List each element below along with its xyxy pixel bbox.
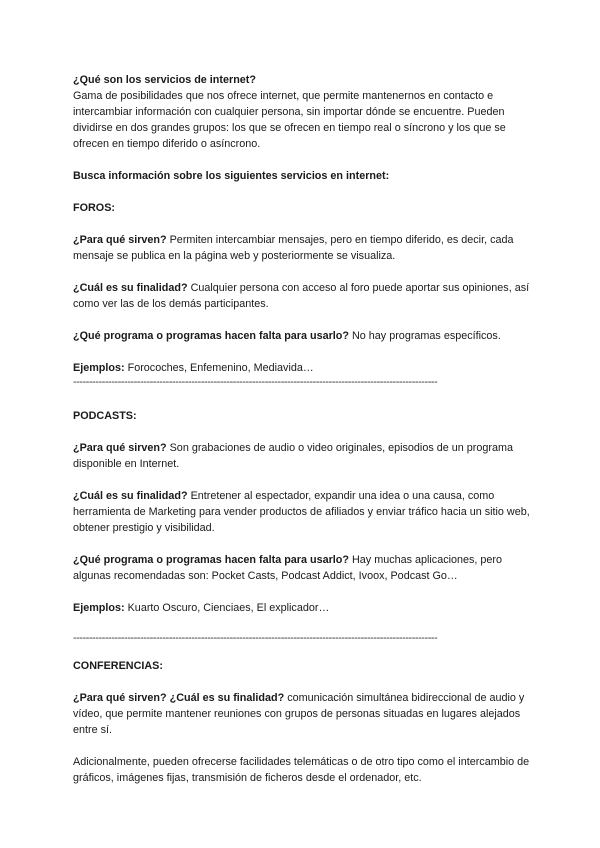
document-body [73,72,533,786]
answer-text: Forocoches, Enfemenino, Mediavida… [124,362,314,374]
intro-text: Gama de posibilidades que nos ofrece internet, que permite mantenernos en contacto e intercambiar información con cualquier persona, sin importar dónde se encuentre. Pueden dividirse en dos grandes grupos: los que se ofrecen en tiempo real o síncrono y los que se ofrecen en tiempo diferido o asíncrono. [73,90,506,150]
answer-text: Permiten intercambiar mensajes, pero en tiempo diferido, es decir, cada mensaje se publica en la página web y posteriormente se visualiza. [73,234,514,262]
task-heading: Busca información sobre los siguientes servicios en internet: [73,170,390,182]
answer-text: Hay muchas aplicaciones, pero algunas recomendadas son: Pocket Casts, Podcast Addict, Ivoox, Podcast Go… [73,554,503,582]
question-label: ¿Qué programa o programas hacen falta para usarlo? [73,554,349,566]
question-label: ¿Cuál es su finalidad? [73,490,188,502]
question-label: ¿Para qué sirven? [73,442,167,454]
question-label: ¿Para qué sirven? ¿Cuál es su finalidad? [73,692,285,704]
question-label: ¿Qué programa o programas hacen falta para usarlo? [73,330,349,342]
question-label: ¿Cuál es su finalidad? [73,282,188,294]
answer-text: Son grabaciones de audio o video originales, episodios de un programa disponible en Internet. [73,442,513,470]
conferencias-title: CONFERENCIAS: [73,660,163,672]
podcasts-q2 [73,488,533,536]
podcasts-examples [73,600,533,616]
foros-q2 [73,280,533,312]
answer-text: No hay programas específicos. [349,330,501,342]
intro-heading: ¿Qué son los servicios de internet? [73,74,256,86]
conferencias-extra: Adicionalmente, pueden ofrecerse facilidades telemáticas o de otro tipo como el intercambio de gráficos, imágenes fijas, transmisión de ficheros desde el ordenador, etc. [73,756,530,784]
divider-line: ------------------------------------------------------------------------------------------------------------------ [73,376,438,388]
answer-text: Entretener al espectador, expandir una idea o una causa, como herramienta de Marketing para vender productos de afiliados y enviar tráfico hacia un sitio web, obtener prestigio y visibilidad. [73,490,530,534]
foros-title: FOROS: [73,202,115,214]
question-label: ¿Para qué sirven? [73,234,167,246]
conferencias-q1 [73,690,533,738]
podcasts-q3 [73,552,533,584]
podcasts-q1 [73,440,533,472]
podcasts-title: PODCASTS: [73,410,137,422]
divider-line: ------------------------------------------------------------------------------------------------------------------ [73,632,438,644]
foros-q1 [73,232,533,264]
answer-text: Kuarto Oscuro, Cienciaes, El explicador… [124,602,330,614]
question-label: Ejemplos: [73,362,125,374]
answer-text: comunicación simultánea bidireccional de audio y vídeo, que permite mantener reuniones con grupos de personas situadas en lugares alejados entre sí. [73,692,525,736]
answer-text: Cualquier persona con acceso al foro puede aportar sus opiniones, así como ver las de los demás participantes. [73,282,530,310]
foros-examples [73,360,533,376]
question-label: Ejemplos: [73,602,125,614]
foros-q3 [73,328,533,344]
